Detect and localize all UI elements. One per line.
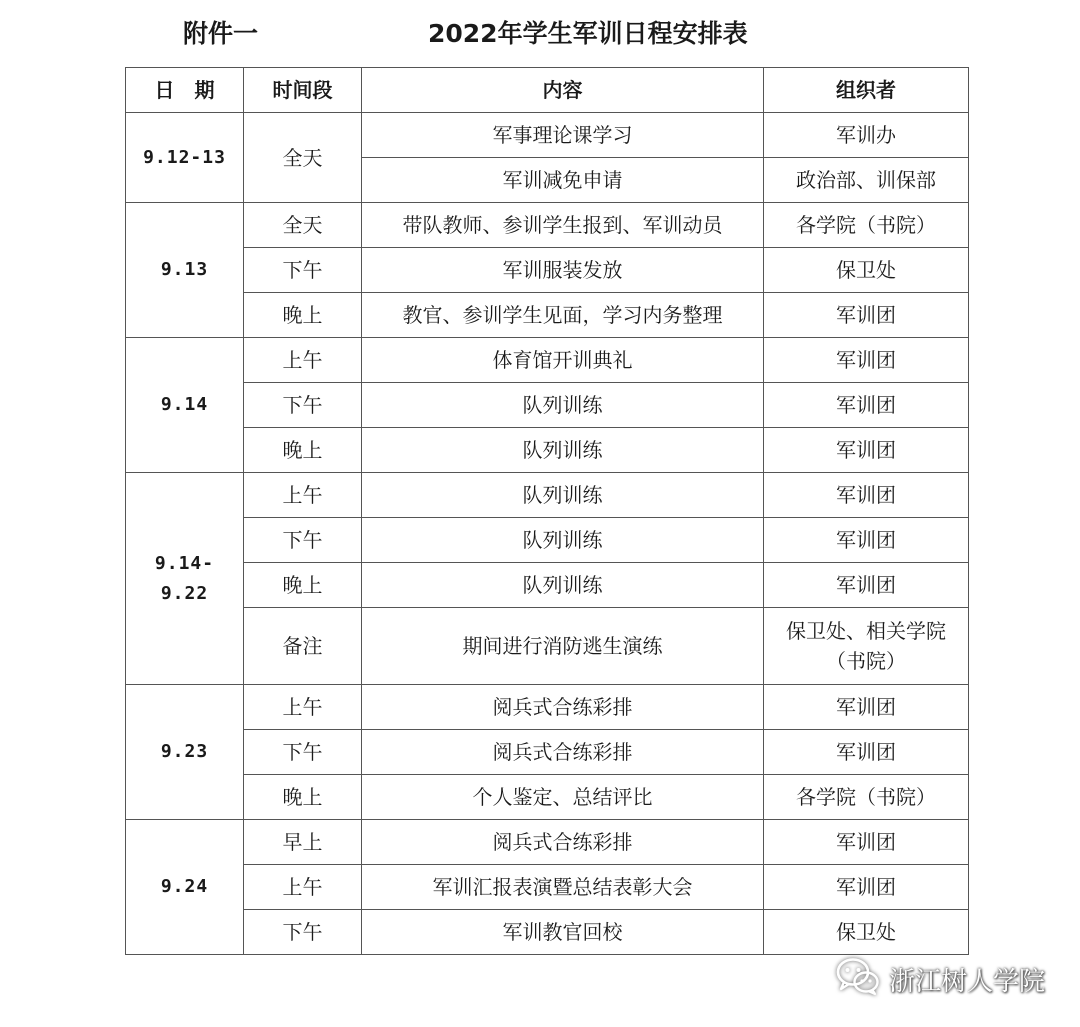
- date-cell: 9.23: [126, 685, 244, 820]
- period-cell: 备注: [244, 608, 362, 685]
- table-row: [126, 685, 969, 730]
- attachment-label: 附件一: [183, 19, 259, 48]
- content-cell: 军训服装发放: [362, 248, 764, 293]
- document-title: 2022年学生军训日程安排表: [428, 19, 748, 48]
- period-cell: 下午: [244, 730, 362, 775]
- table-row: [126, 910, 969, 955]
- organizer-cell: 军训团: [764, 730, 969, 775]
- content-cell: 军训减免申请: [362, 158, 764, 203]
- table-row: [126, 563, 969, 608]
- table-row: [126, 293, 969, 338]
- wechat-icon: [835, 956, 881, 1003]
- period-cell: 上午: [244, 865, 362, 910]
- table-row: [126, 428, 969, 473]
- content-cell: 军训汇报表演暨总结表彰大会: [362, 865, 764, 910]
- watermark-text: 浙江树人学院: [889, 966, 1046, 997]
- content-cell: 队列训练: [362, 473, 764, 518]
- organizer-cell: 军训团: [764, 473, 969, 518]
- organizer-cell: 军训办: [764, 113, 969, 158]
- content-cell: 期间进行消防逃生演练: [362, 608, 764, 685]
- date-cell: 9.13: [126, 203, 244, 338]
- period-cell: 下午: [244, 248, 362, 293]
- period-cell: 上午: [244, 473, 362, 518]
- content-cell: 个人鉴定、总结评比: [362, 775, 764, 820]
- organizer-cell: 军训团: [764, 338, 969, 383]
- organizer-cell: 各学院（书院）: [764, 203, 969, 248]
- period-cell: 全天: [244, 113, 362, 203]
- table-row: [126, 820, 969, 865]
- organizer-cell: 各学院（书院）: [764, 775, 969, 820]
- table-row: [126, 730, 969, 775]
- table-row: [126, 473, 969, 518]
- date-cell: 9.24: [126, 820, 244, 955]
- content-cell: 队列训练: [362, 383, 764, 428]
- schedule-table: [125, 67, 969, 955]
- period-cell: 晚上: [244, 293, 362, 338]
- table-row: [126, 775, 969, 820]
- content-cell: 军训教官回校: [362, 910, 764, 955]
- content-cell: 军事理论课学习: [362, 113, 764, 158]
- period-cell: 晚上: [244, 428, 362, 473]
- content-cell: 阅兵式合练彩排: [362, 730, 764, 775]
- table-row: [126, 203, 969, 248]
- organizer-cell: 军训团: [764, 383, 969, 428]
- organizer-cell: 军训团: [764, 293, 969, 338]
- period-cell: 下午: [244, 383, 362, 428]
- table-row: [126, 248, 969, 293]
- period-cell: 上午: [244, 685, 362, 730]
- content-cell: 教官、参训学生见面，学习内务整理: [362, 293, 764, 338]
- organizer-cell: 保卫处、相关学院（书院）: [764, 608, 969, 685]
- content-cell: 带队教师、参训学生报到、军训动员: [362, 203, 764, 248]
- period-cell: 全天: [244, 203, 362, 248]
- organizer-cell: 军训团: [764, 518, 969, 563]
- header-date: 日 期: [126, 68, 244, 113]
- period-cell: 早上: [244, 820, 362, 865]
- date-cell: 9.12-13: [126, 113, 244, 203]
- organizer-cell: 保卫处: [764, 248, 969, 293]
- content-cell: 队列训练: [362, 428, 764, 473]
- period-cell: 晚上: [244, 563, 362, 608]
- table-row: [126, 113, 969, 158]
- period-cell: 下午: [244, 910, 362, 955]
- watermark: [835, 957, 1045, 1001]
- content-cell: 队列训练: [362, 518, 764, 563]
- table-row: [126, 383, 969, 428]
- content-cell: 阅兵式合练彩排: [362, 820, 764, 865]
- organizer-cell: 军训团: [764, 563, 969, 608]
- table-row: [126, 608, 969, 685]
- table-row: [126, 518, 969, 563]
- header-period: 时间段: [244, 68, 362, 113]
- content-cell: 阅兵式合练彩排: [362, 685, 764, 730]
- date-cell: 9.14-9.22: [126, 473, 244, 685]
- organizer-cell: 保卫处: [764, 910, 969, 955]
- table-row: [126, 865, 969, 910]
- header-content: 内容: [362, 68, 764, 113]
- period-cell: 晚上: [244, 775, 362, 820]
- period-cell: 下午: [244, 518, 362, 563]
- organizer-cell: 政治部、训保部: [764, 158, 969, 203]
- organizer-cell: 军训团: [764, 428, 969, 473]
- table-header-row: [126, 68, 969, 113]
- organizer-cell: 军训团: [764, 685, 969, 730]
- content-cell: 队列训练: [362, 563, 764, 608]
- date-cell: 9.14: [126, 338, 244, 473]
- organizer-cell: 军训团: [764, 865, 969, 910]
- table-row: [126, 338, 969, 383]
- organizer-cell: 军训团: [764, 820, 969, 865]
- header-organizer: 组织者: [764, 68, 969, 113]
- period-cell: 上午: [244, 338, 362, 383]
- content-cell: 体育馆开训典礼: [362, 338, 764, 383]
